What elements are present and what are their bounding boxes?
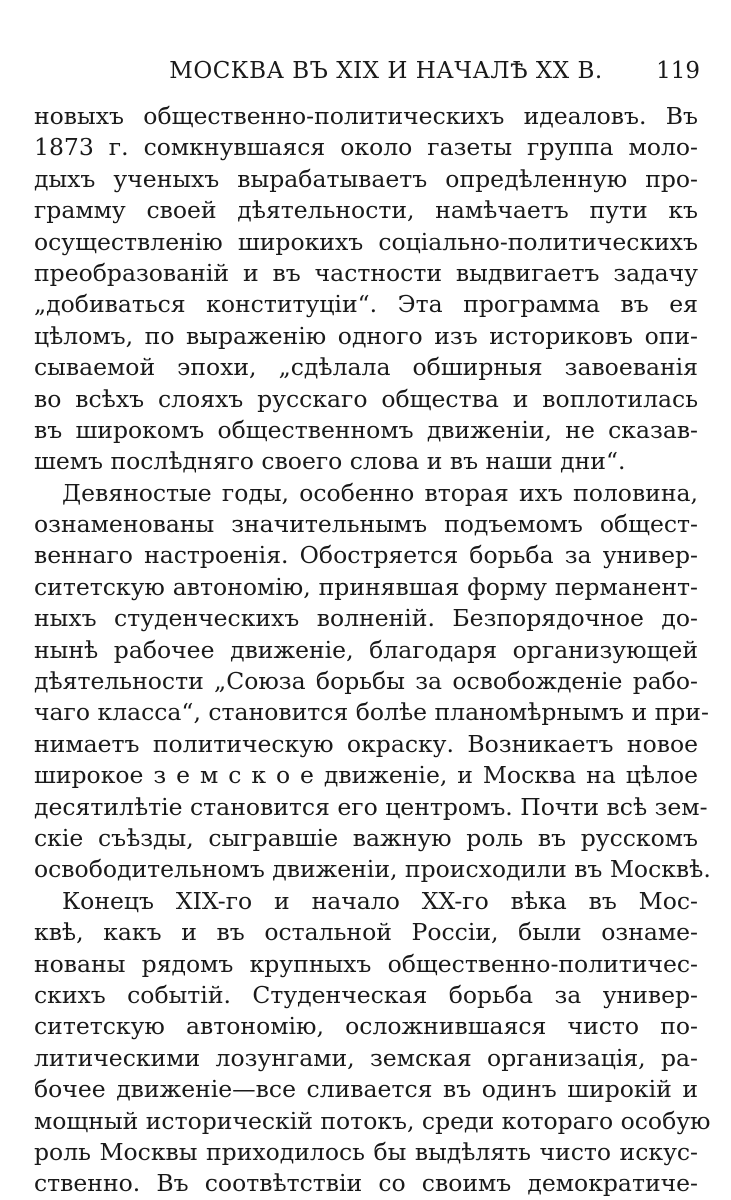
page-header (36, 56, 700, 90)
text-line: сываемой эпохи, „сдѣлала обширныя завоеванія (34, 353, 698, 382)
text-line: грамму своей дѣятельности, намѣчаетъ пути къ (34, 196, 698, 225)
text-line: бочее движеніе—все сливается въ одинъ широкій и (34, 1075, 698, 1104)
text-line: „добиваться конституціи“. Эта программа въ ея (34, 290, 698, 319)
text-line: освободительномъ движеніи, происходили въ Москвѣ. (34, 855, 711, 884)
text-line: широкое з е м с к о е движеніе, и Москва на цѣлое (34, 761, 698, 790)
text-line: шемъ послѣдняго своего слова и въ наши дни“. (34, 447, 626, 476)
paragraph-first-line: Девяностые годы, особенно вторая ихъ половина, (62, 478, 698, 507)
running-title: МОСКВА ВЪ XIX И НАЧАЛѢ XX В. (169, 58, 603, 84)
text-line: новыхъ общественно-политическихъ идеаловъ. Въ (34, 102, 698, 130)
text-line: цѣломъ, по выраженію одного изъ историковъ опи- (34, 321, 698, 350)
text-line: ознаменованы значительнымъ подъемомъ общест- (34, 510, 698, 539)
text-line: 1873 г. сомкнувшаяся около газеты группа моло- (34, 133, 698, 162)
text-line: чаго класса“, становится болѣе планомѣрнымъ и при- (34, 698, 709, 727)
text-line: осуществленію широкихъ соціально-политическихъ (34, 227, 698, 256)
body-text (34, 101, 711, 1200)
text-line: квѣ, какъ и въ остальной Россіи, были ознаме- (34, 918, 698, 947)
text-line: мощный историческій потокъ, среди котораго особую (34, 1106, 711, 1135)
text-line: ситетскую автономію, осложнившаяся чисто по- (34, 1012, 698, 1041)
text-line: скіе съѣзды, сыгравшіе важную роль въ русскомъ (34, 823, 698, 852)
text-line: литическими лозунгами, земская организація, ра- (34, 1043, 698, 1072)
paragraph-first-line: Конецъ XIX-го и начало XX-го вѣка въ Мос- (62, 886, 698, 915)
text-line: скихъ событій. Студенческая борьба за универ- (34, 980, 698, 1009)
text-line: веннаго настроенія. Обостряется борьба за универ- (34, 541, 698, 570)
page-number: 119 (656, 58, 700, 84)
text-line: роль Москвы приходилось бы выдѣлять чисто искус- (34, 1137, 698, 1166)
text-line: нимаетъ политическую окраску. Возникаетъ новое (34, 729, 698, 758)
text-line: во всѣхъ слояхъ русскаго общества и воплотилась (34, 384, 698, 413)
text-line: въ широкомъ общественномъ движеніи, не сказав- (34, 415, 698, 444)
text-line: дѣятельности „Союза борьбы за освобожденіе рабо- (34, 667, 698, 696)
text-line: десятилѣтіе становится его центромъ. Почти всѣ зем- (34, 792, 708, 821)
text-line: ныхъ студенческихъ волненій. Безпорядочное до- (34, 604, 698, 633)
text-line: ситетскую автономію, принявшая форму перманент- (34, 572, 698, 601)
text-line: нованы рядомъ крупныхъ общественно-политичес- (34, 949, 698, 978)
text-line: нынѣ рабочее движеніе, благодаря организующей (34, 635, 698, 664)
text-line: ственно. Въ соотвѣтствіи со своимъ демократиче- (34, 1169, 698, 1198)
text-line: преобразованій и въ частности выдвигаетъ задачу (34, 258, 698, 287)
text-line: дыхъ ученыхъ вырабатываетъ опредѣленную про- (34, 164, 698, 193)
